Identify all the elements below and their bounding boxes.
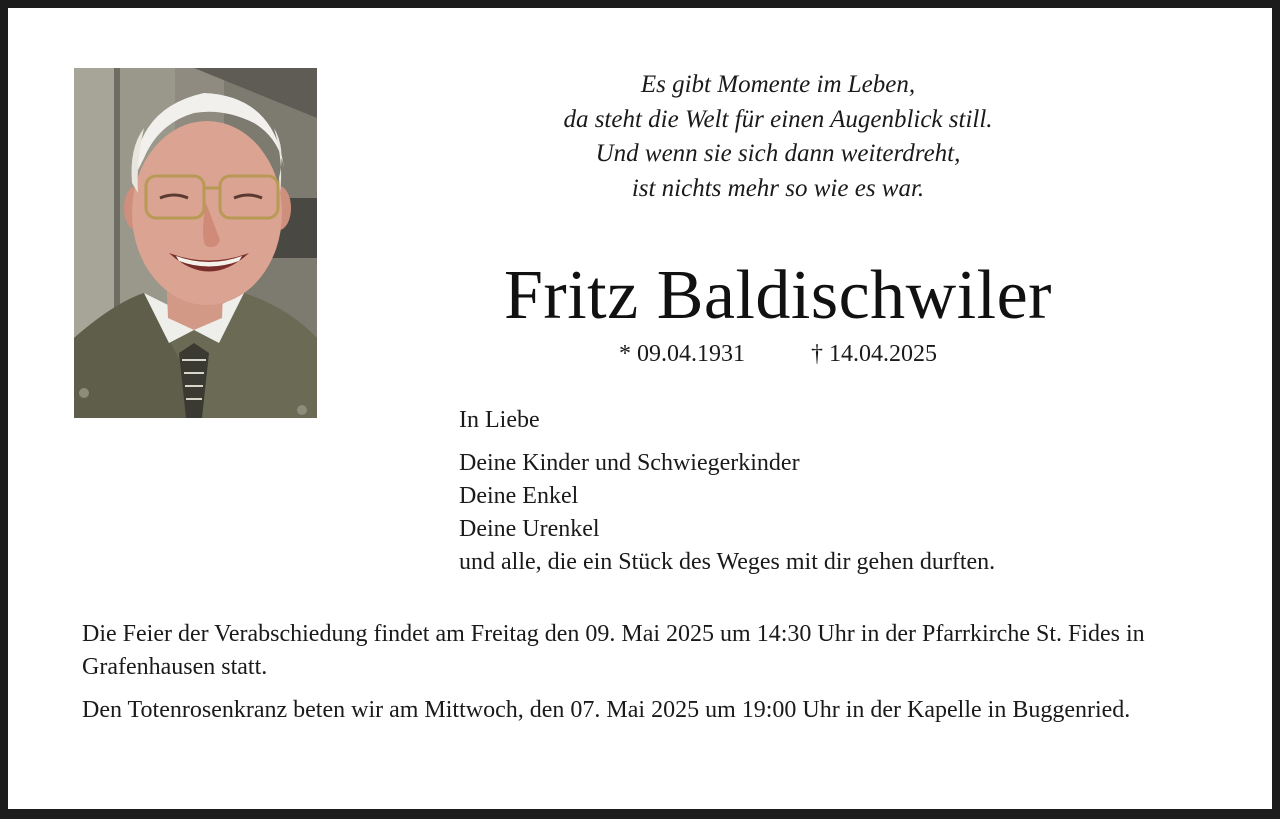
death-date: † 14.04.2025	[811, 341, 937, 367]
birth-date: * 09.04.1931	[619, 341, 745, 367]
poem-line: Und wenn sie sich dann weiterdreht,	[595, 140, 961, 167]
portrait-photo	[74, 68, 317, 418]
deceased-name: Fritz Baldischwiler	[503, 257, 1052, 334]
life-dates	[448, 338, 1108, 370]
poem-line: ist nichts mehr so wie es war.	[631, 174, 925, 202]
poem-line: da steht die Welt für einen Augenblick still.	[563, 105, 993, 133]
family-member: und alle, die ein Stück des Weges mit dir gehen durften.	[459, 549, 996, 575]
family-member: Deine Kinder und Schwiegerkinder	[459, 450, 800, 476]
family-list	[459, 404, 995, 579]
farewell-ceremony-text: Die Feier der Verabschiedung findet am Freitag den 09. Mai 2025 um 14:30 Uhr in der Pfarrkirche St. Fides in Grafenhausen statt.	[82, 621, 1145, 680]
service-notice	[82, 618, 1222, 737]
family-member: Deine Urenkel	[459, 516, 600, 542]
poem-line: Es gibt Momente im Leben,	[640, 71, 916, 98]
rosary-text: Den Totenrosenkranz beten wir am Mittwoch, den 07. Mai 2025 um 19:00 Uhr in der Kapelle in Buggenried.	[82, 697, 1131, 723]
family-intro: In Liebe	[459, 407, 540, 433]
poem	[448, 68, 1108, 206]
family-member: Deine Enkel	[459, 483, 579, 509]
